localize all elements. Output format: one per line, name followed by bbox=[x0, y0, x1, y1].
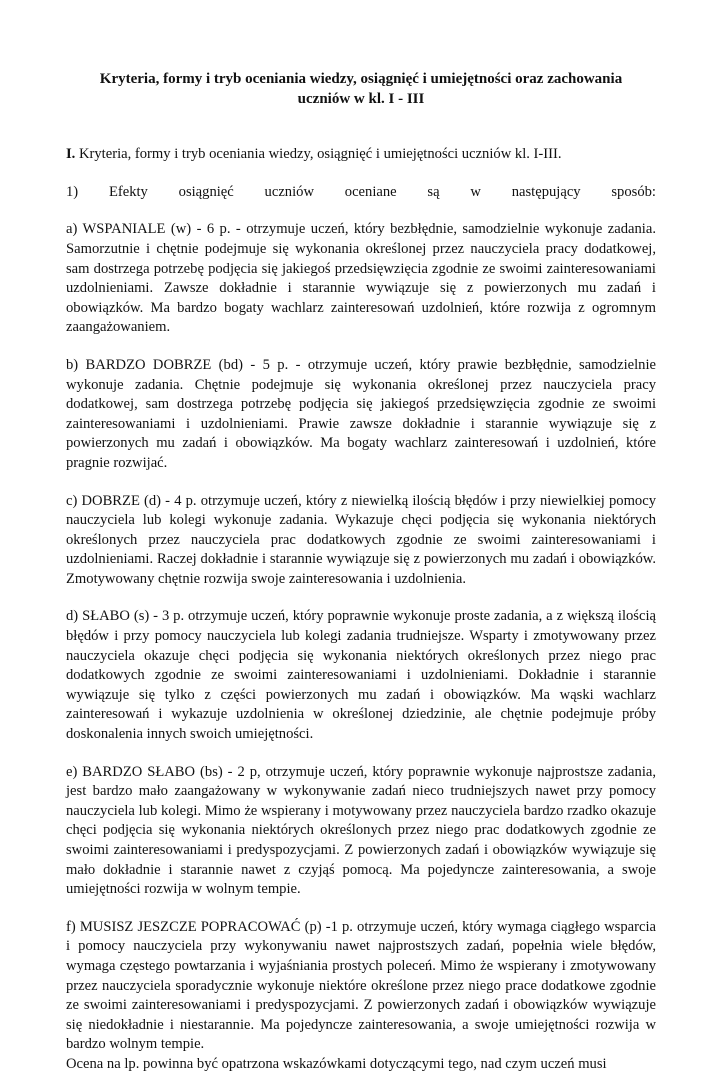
point-1-word: 1) bbox=[66, 183, 79, 200]
point-1 bbox=[66, 183, 656, 203]
document-page bbox=[66, 70, 656, 1075]
closing-note: Ocena na lp. powinna być opatrzona wskazówkami dotyczącymi tego, nad czym uczeń musi bbox=[66, 1055, 607, 1072]
section-heading-text: Kryteria, formy i tryb oceniania wiedzy, osiągnięć i umiejętności uczniów kl. I-III. bbox=[78, 146, 562, 163]
grade-paragraph-a: a) WSPANIALE (w) - 6 p. - otrzymuje uczeń, który bezbłędnie, samodzielnie wykonuje zadania. Samorzutnie i chętnie podejmuje się wykonania określonej przez nauczyciela pracy dodatkowej, sam dostrzega potrzebę podjęcia się jakiegoś przedsięwzięcia zgodnie ze swoimi zainteresowaniami uzdolnieniami. Zawsze dokładnie i starannie wywiązuje się z powierzonych mu zadań i obowiązków. Ma bardzo bogaty wachlarz zainteresowań uzdolnień, które rozwija z ogromnym zaangażowaniem. bbox=[66, 221, 656, 336]
grade-paragraph-e: e) BARDZO SŁABO (bs) - 2 p, otrzymuje uczeń, który poprawnie wykonuje najprostsze zadania, jest bardzo mało zaangażowany w wykonywanie zadań nieco trudniejszych nawet przy pomocy nauczyciela lub kolegi. Mimo że wspierany i motywowany przez nauczyciela bardzo rzadko okazuje chęci podjęcia się wykonania niektórych określonych przez niego prac dodatkowych zgodnie ze swoimi zainteresowaniami i predyspozycjami. Z powierzonych zadań i obowiązków wywiązuje się mało dokładnie i starannie nawet z czyjąś pomocą. Ma pojedyncze zainteresowania, a swoje umiejętności rozwija w wolnym tempie. bbox=[66, 763, 656, 898]
section-heading bbox=[66, 145, 656, 165]
point-1-word: sposób: bbox=[611, 183, 656, 200]
point-1-word: następujący bbox=[511, 183, 581, 200]
grade-paragraph-c: c) DOBRZE (d) - 4 p. otrzymuje uczeń, który z niewielką ilością błędów i przy niewielkiej pomocy nauczyciela lub kolegi wykonuje zadania. Wykazuje chęci podjęcia się wykonania niektórych określonych przez nauczyciela prac dodatkowych zgodnie ze swoimi zainteresowaniami i uzdolnieniami. Raczej dokładnie i starannie wywiązuje się z powierzonych mu zadań i obowiązków. Zmotywowany chętnie rozwija swoje zainteresowania i uzdolnienia. bbox=[66, 492, 656, 587]
point-1-word: Efekty bbox=[108, 183, 148, 200]
point-1-word: są bbox=[427, 183, 440, 200]
point-1-word: oceniane bbox=[344, 183, 397, 200]
grade-paragraph-f: f) MUSISZ JESZCZE POPRACOWAĆ (p) -1 p. otrzymuje uczeń, który wymaga ciągłego wsparcia i pomocy nauczyciela przy wykonywaniu nawet najprostszych zadań, popełnia wiele błędów, wymaga częstego powtarzania i wyjaśniania prostych poleceń. Mimo że wspierany i zmotywowany przez nauczyciela sporadycznie wykonuje niektóre określone przez niego prace dodatkowe zgodnie ze swoimi zainteresowaniami i predyspozycjami. Z powierzonych zadań i obowiązków wywiązuje się niedokładnie i niestarannie. Ma pojedyncze zainteresowania, a swoje umiejętności rozwija w bardzo wolnym tempie. bbox=[66, 918, 656, 1053]
grade-paragraph-b: b) BARDZO DOBRZE (bd) - 5 p. - otrzymuje uczeń, który prawie bezbłędnie, samodzielnie wykonuje zadania. Chętnie podejmuje się wykonania określonej przez nauczyciela pracy dodatkowej, sam dostrzega potrzebę podjęcia się jakiegoś przedsięwzięcia zgodnie ze swoimi zainteresowaniami i uzdolnieniami. Prawie zawsze dokładnie i starannie wywiązuje się z powierzonych mu zadań i obowiązków. Ma bogaty wachlarz zainteresowań i uzdolnień, które pragnie rozwijać. bbox=[66, 356, 656, 471]
grade-paragraph-d: d) SŁABO (s) - 3 p. otrzymuje uczeń, który poprawnie wykonuje proste zadania, a z większą ilością błędów i przy pomocy nauczyciela lub kolegi zadania trudniejsze. Wsparty i zmotywowany przez nauczyciela okazuje chęci podjęcia się wykonania niektórych określonych przez niego prac dodatkowych zgodnie ze swoimi zainteresowaniami i uzdolnieniami. Dokładnie i starannie wywiązuje się tylko z części powierzonych mu zadań i obowiązków. Ma wąski wachlarz zainteresowań i wykazuje uzdolnienia w określonej dziedzinie, ale chętnie podejmuje próby doskonalenia innych swoich umiejętności. bbox=[66, 608, 656, 743]
section-number: I. bbox=[66, 146, 76, 163]
point-1-word: uczniów bbox=[264, 183, 314, 200]
point-1-word: osiągnięć bbox=[178, 183, 234, 200]
point-1-word: w bbox=[470, 183, 481, 200]
document-title: Kryteria, formy i tryb oceniania wiedzy, osiągnięć i umiejętności oraz zachowania uczniów w kl. I - III bbox=[99, 71, 623, 107]
